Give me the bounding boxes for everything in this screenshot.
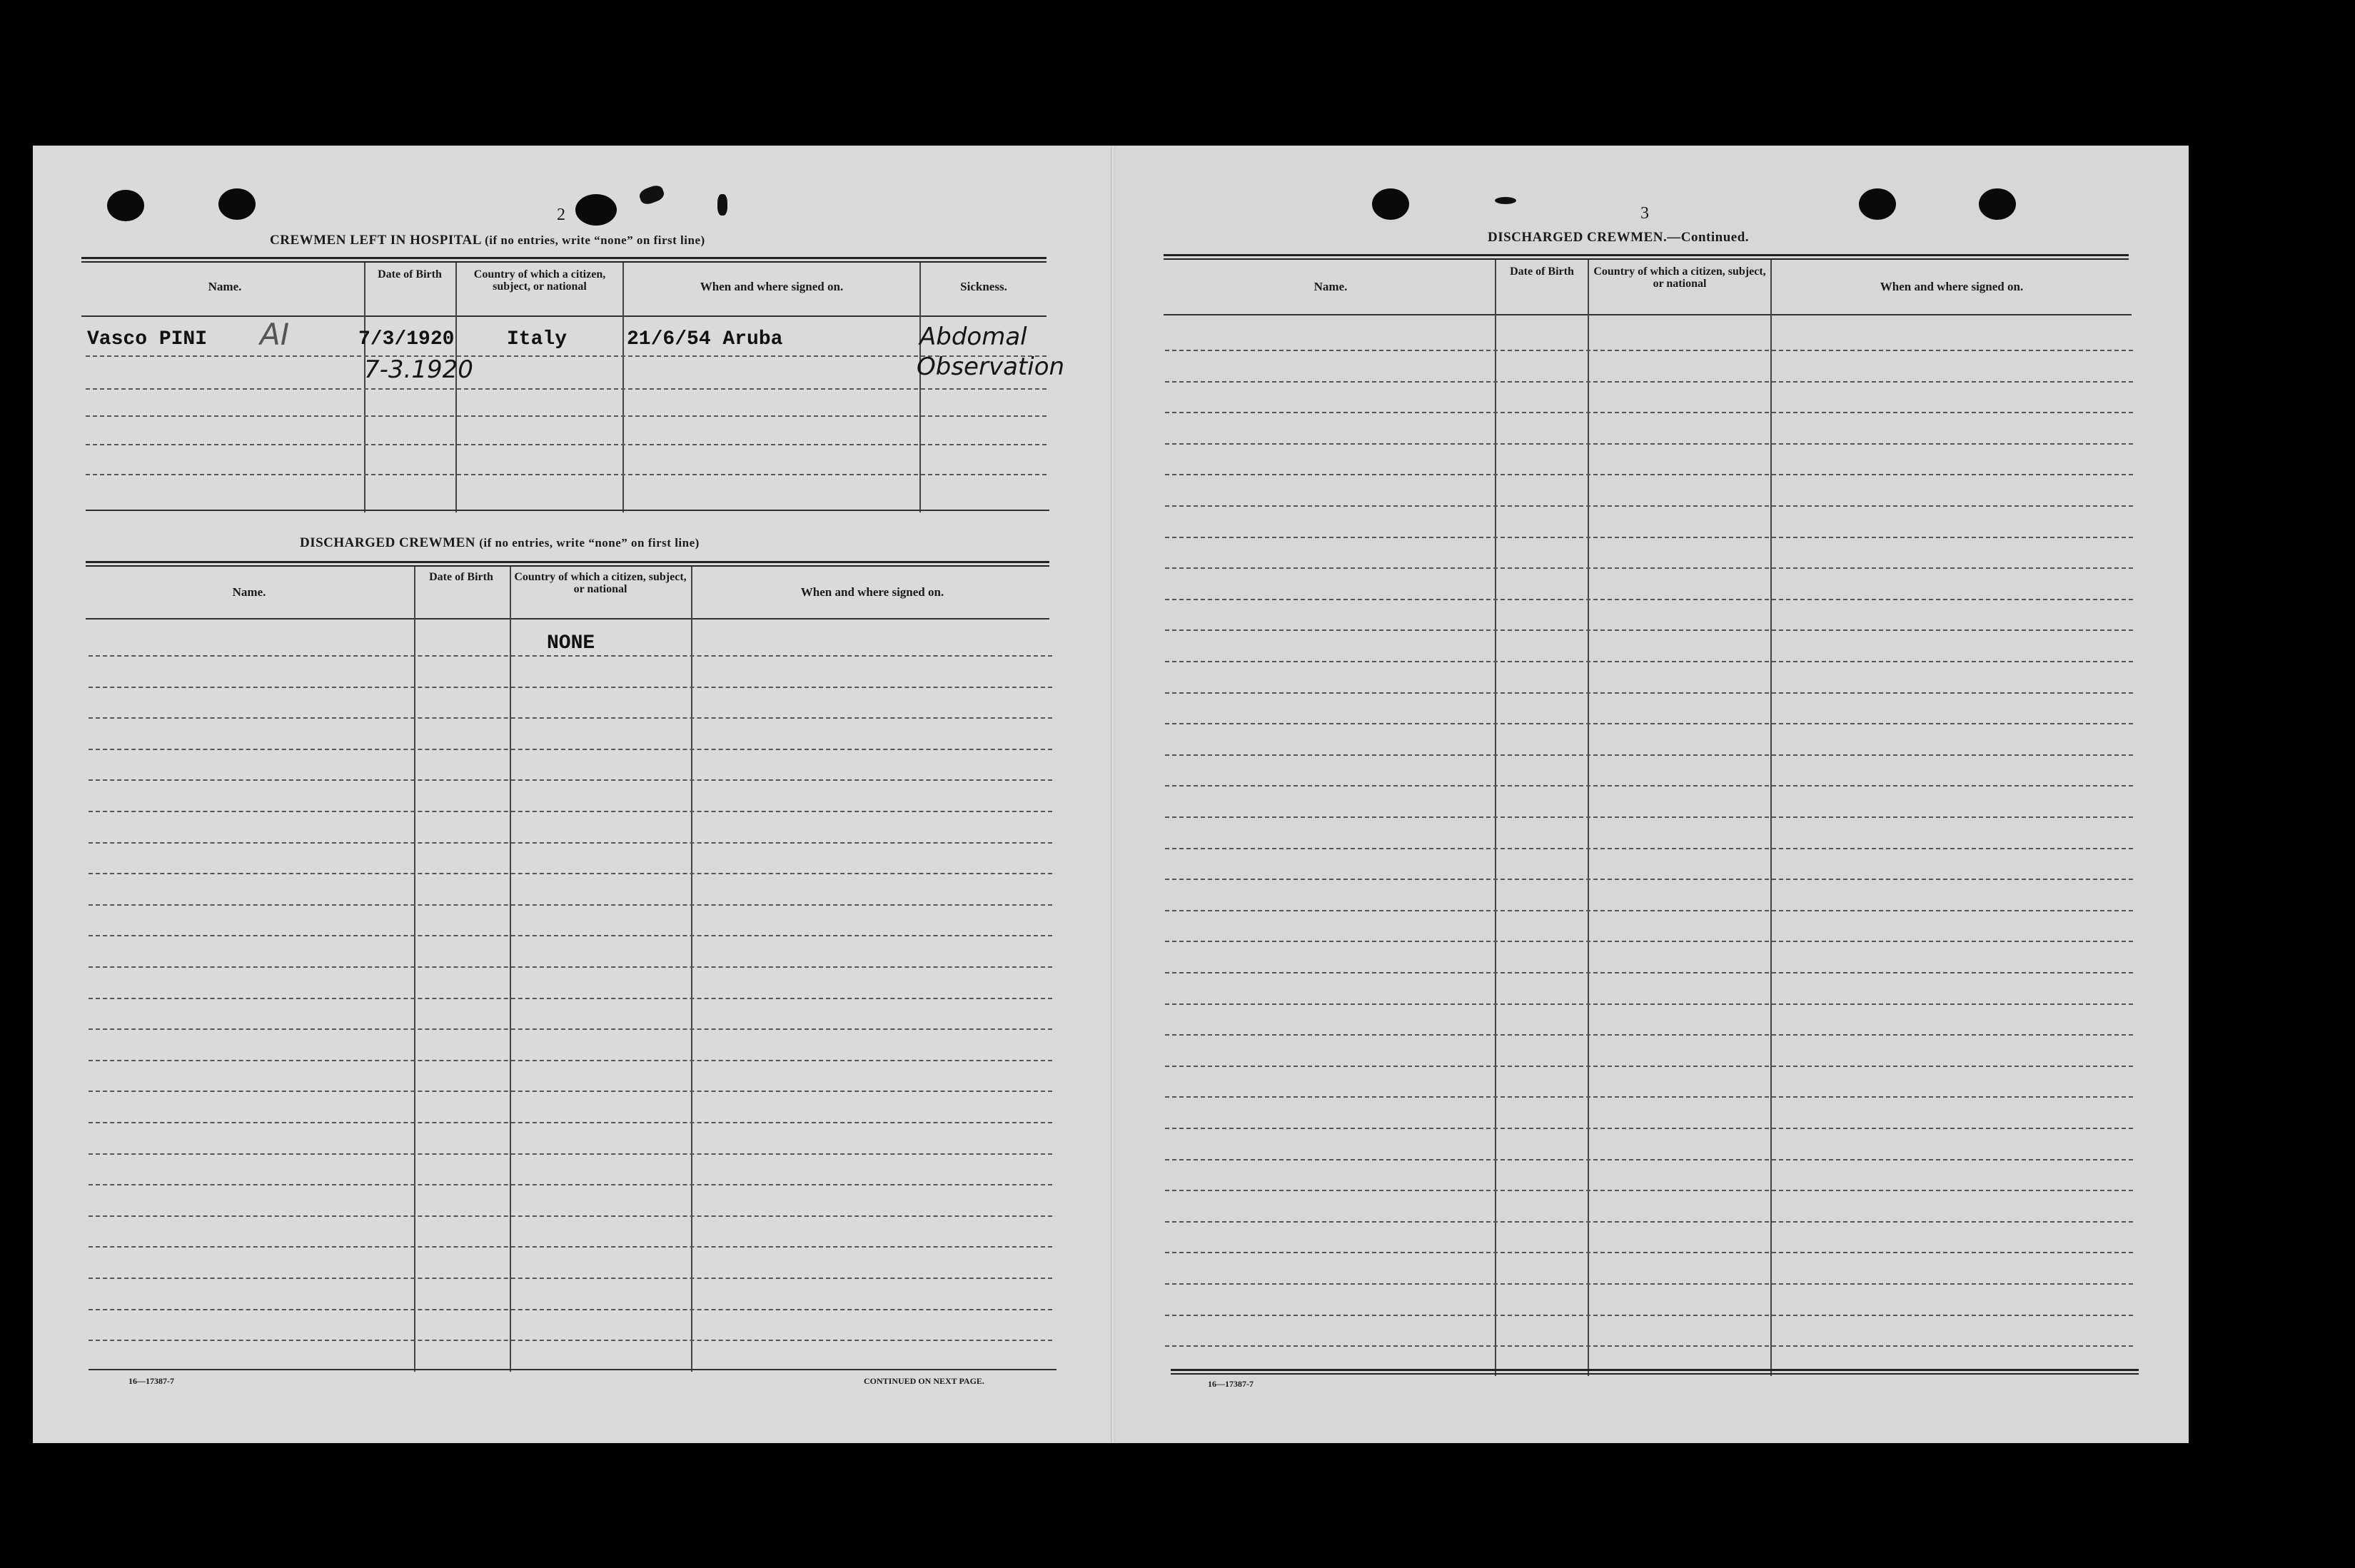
hospital-entry-sickness-2: Observation bbox=[917, 353, 1065, 381]
row-line bbox=[1165, 941, 2133, 942]
row-line bbox=[89, 904, 1052, 906]
hospital-entry-signed-on: 21/6/54 Aruba bbox=[627, 328, 783, 350]
row-line bbox=[1165, 629, 2133, 631]
row-line bbox=[89, 1153, 1052, 1155]
punch-hole bbox=[107, 190, 144, 221]
row-line bbox=[1165, 879, 2133, 880]
row-line bbox=[1165, 848, 2133, 849]
discharged-col-signed: When and where signed on. bbox=[800, 585, 944, 599]
row-line bbox=[1165, 505, 2133, 507]
row-line bbox=[1165, 1034, 2133, 1036]
hospital-top-rule bbox=[81, 257, 1047, 263]
row-line bbox=[89, 1028, 1052, 1030]
row-line bbox=[89, 1278, 1052, 1279]
punch-hole bbox=[1859, 188, 1896, 220]
row-line bbox=[1165, 1003, 2133, 1005]
row-line bbox=[1165, 1252, 2133, 1253]
discharged-bottom-rule bbox=[89, 1369, 1057, 1370]
right-col-name: Name. bbox=[1313, 280, 1348, 293]
page-number: 3 bbox=[1640, 204, 1649, 223]
hospital-section-title bbox=[270, 233, 705, 248]
discharged-col-dob: Date of Birth bbox=[429, 571, 493, 583]
discharged-col-name: Name. bbox=[232, 585, 266, 599]
discharged-entry-none: NONE bbox=[547, 632, 595, 654]
hospital-col-signed: When and where signed on. bbox=[700, 280, 844, 293]
hospital-row-line bbox=[86, 474, 1047, 475]
row-line bbox=[1165, 1066, 2133, 1067]
hospital-entry-dob-typed: 7/3/1920 bbox=[358, 328, 455, 350]
discharged-col-country: Country of which a citizen, subject, or national bbox=[514, 571, 687, 595]
row-line bbox=[1165, 1221, 2133, 1223]
discharged-header-rule bbox=[86, 618, 1049, 619]
hospital-entry-sickness-1: Abdomal bbox=[919, 323, 1027, 351]
form-number: 16—17387-7 bbox=[1208, 1379, 1254, 1389]
row-line bbox=[89, 842, 1052, 844]
row-line bbox=[89, 1184, 1052, 1185]
row-line bbox=[1165, 972, 2133, 973]
continued-note: CONTINUED ON NEXT PAGE. bbox=[864, 1376, 984, 1386]
row-line bbox=[1165, 723, 2133, 724]
row-line bbox=[1165, 1096, 2133, 1098]
row-line bbox=[89, 1122, 1052, 1123]
right-col-divider bbox=[1770, 260, 1772, 1376]
right-col-signed: When and where signed on. bbox=[1880, 280, 2024, 293]
row-line bbox=[89, 966, 1052, 968]
row-line bbox=[89, 873, 1052, 874]
page-number: 2 bbox=[557, 206, 565, 224]
hospital-entry-country: Italy bbox=[507, 328, 568, 350]
punch-hole bbox=[1979, 188, 2016, 220]
row-line bbox=[1165, 537, 2133, 538]
row-line bbox=[1165, 692, 2133, 694]
hospital-col-sickness: Sickness. bbox=[960, 280, 1007, 293]
row-line bbox=[1165, 599, 2133, 600]
punch-hole bbox=[218, 188, 256, 220]
hospital-header-rule bbox=[81, 315, 1047, 317]
row-line bbox=[1165, 1159, 2133, 1160]
row-line bbox=[89, 1091, 1052, 1092]
hospital-entry-dob-handwritten: 7-3.1920 bbox=[364, 355, 473, 384]
punch-hole bbox=[1372, 188, 1409, 220]
discharged-top-rule bbox=[86, 561, 1049, 567]
hospital-title-text: CREWMEN LEFT IN HOSPITAL bbox=[270, 233, 481, 248]
right-col-dob: Date of Birth bbox=[1510, 265, 1574, 278]
row-line bbox=[1165, 785, 2133, 786]
right-top-rule bbox=[1164, 254, 2129, 260]
row-line bbox=[1165, 754, 2133, 756]
hospital-row-line bbox=[86, 355, 1047, 357]
row-line bbox=[1165, 1283, 2133, 1285]
row-line bbox=[1165, 1315, 2133, 1316]
hospital-row-line bbox=[86, 388, 1047, 390]
right-page bbox=[1112, 146, 2189, 1443]
right-bottom-rule bbox=[1171, 1369, 2139, 1375]
discharged-section-title bbox=[300, 535, 700, 551]
right-col-country: Country of which a citizen, subject, or national bbox=[1593, 265, 1766, 290]
name-annotation: AI bbox=[260, 317, 290, 352]
row-line bbox=[1165, 443, 2133, 445]
row-line bbox=[89, 779, 1052, 781]
row-line bbox=[1165, 1345, 2133, 1347]
hospital-title-note: (if no entries, write “none” on first line) bbox=[485, 233, 705, 247]
hospital-col-dob: Date of Birth bbox=[378, 268, 442, 280]
row-line bbox=[1165, 567, 2133, 569]
row-line bbox=[89, 687, 1052, 688]
row-line bbox=[1165, 1190, 2133, 1191]
punch-hole bbox=[575, 194, 617, 226]
row-line bbox=[89, 749, 1052, 750]
hospital-row-line bbox=[86, 415, 1047, 417]
hospital-entry-name: Vasco PINI bbox=[87, 328, 208, 350]
row-line bbox=[1165, 412, 2133, 413]
row-line bbox=[89, 1060, 1052, 1061]
row-line bbox=[89, 1309, 1052, 1310]
discharged-title-text: DISCHARGED CREWMEN bbox=[300, 535, 475, 550]
discharged-continued-title: DISCHARGED CREWMEN.—Continued. bbox=[1488, 230, 1750, 245]
right-header-rule bbox=[1164, 314, 2132, 315]
row-line bbox=[89, 1215, 1052, 1217]
hospital-col-name: Name. bbox=[208, 280, 242, 293]
row-line bbox=[1165, 474, 2133, 475]
row-line bbox=[1165, 1128, 2133, 1129]
page-fold bbox=[1111, 146, 1115, 1443]
discharged-title-note: (if no entries, write “none” on first line) bbox=[479, 536, 700, 550]
row-line bbox=[89, 655, 1052, 657]
row-line bbox=[1165, 816, 2133, 818]
row-line bbox=[1165, 910, 2133, 911]
row-line bbox=[1165, 350, 2133, 351]
hospital-col-country: Country of which a citizen, subject, or national bbox=[473, 268, 606, 293]
ink-blot bbox=[717, 194, 727, 216]
row-line bbox=[1165, 381, 2133, 383]
row-line bbox=[89, 717, 1052, 719]
hospital-row-line bbox=[86, 444, 1047, 445]
row-line bbox=[89, 935, 1052, 936]
row-line bbox=[89, 811, 1052, 812]
form-number: 16—17387-7 bbox=[128, 1376, 174, 1386]
ink-blot bbox=[1495, 197, 1516, 204]
hospital-bottom-rule bbox=[86, 510, 1049, 511]
right-col-divider bbox=[1495, 260, 1496, 1376]
row-line bbox=[89, 1246, 1052, 1248]
row-line bbox=[89, 998, 1052, 999]
row-line bbox=[89, 1340, 1052, 1341]
right-col-divider bbox=[1588, 260, 1589, 1376]
row-line bbox=[1165, 661, 2133, 662]
